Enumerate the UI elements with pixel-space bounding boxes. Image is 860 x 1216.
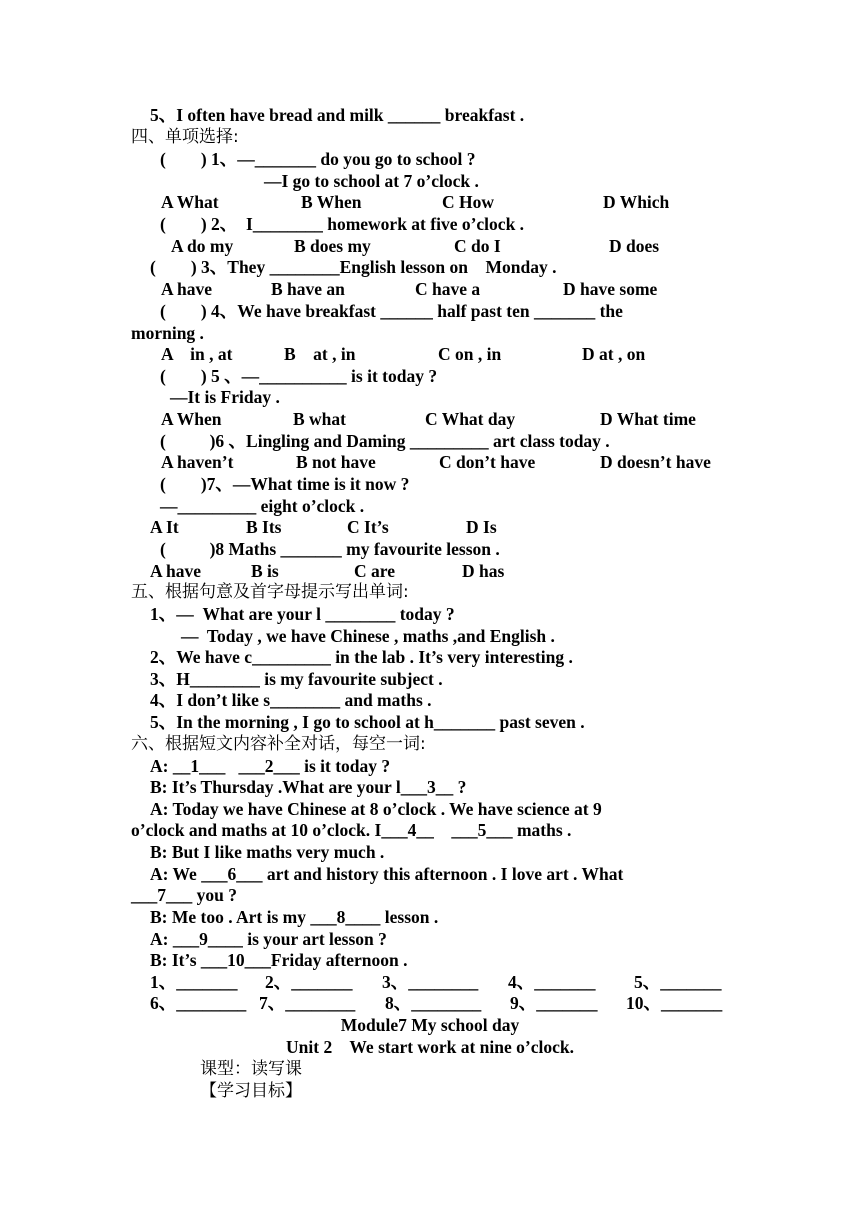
option-a: A What (161, 192, 219, 212)
option-c: C don’t have (439, 452, 536, 472)
option-b: B is (251, 561, 279, 581)
option-b: B what (293, 409, 346, 429)
question-line: ( ) 1、—_______ do you go to school ? (160, 149, 476, 169)
question-line: ( )6 、Lingling and Daming _________ art class today . (160, 431, 610, 451)
option-d: D does (609, 236, 660, 256)
exercise-line: — Today , we have Chinese , maths ,and English . (181, 626, 555, 646)
option-a: A have (150, 561, 202, 581)
option-c: C have a (415, 279, 481, 299)
option-d: D Which (603, 192, 670, 212)
option-b: B Its (246, 517, 282, 537)
option-a: A It (150, 517, 179, 537)
option-b: B have an (271, 279, 345, 299)
option-d: D What time (600, 409, 696, 429)
exercise-line: 1、— What are your l ________ today ? (150, 604, 455, 624)
answer-blank: 8、________ (385, 993, 482, 1013)
option-b: B When (301, 192, 362, 212)
exercise-line: 5、I often have bread and milk ______ breakfast . (150, 105, 525, 125)
question-line: ( )8 Maths _______ my favourite lesson . (160, 539, 500, 559)
answer-blank: 6、________ (150, 993, 247, 1013)
dialogue-line: B: Me too . Art is my ___8____ lesson . (150, 907, 439, 927)
answer-blank: 2、_______ (265, 972, 353, 992)
option-d: D doesn’t have (600, 452, 711, 472)
dialogue-line: A: ___9____ is your art lesson ? (150, 929, 387, 949)
option-c: C are (354, 561, 395, 581)
question-answer-line: —I go to school at 7 o’clock . (264, 171, 479, 191)
option-b: B not have (296, 452, 376, 472)
dialogue-line: B: It’s ___10___Friday afternoon . (150, 950, 408, 970)
exercise-line: 5、In the morning , I go to school at h_______ past seven . (150, 712, 585, 732)
section-heading: 四、单项选择: (131, 127, 239, 147)
section-heading: 五、根据句意及首字母提示写出单词: (131, 582, 409, 602)
dialogue-line: A: __1___ ___2___ is it today ? (150, 756, 391, 776)
question-line: ( ) 5 、—__________ is it today ? (160, 366, 438, 386)
answer-blank: 9、_______ (510, 993, 598, 1013)
option-d: D has (462, 561, 505, 581)
option-c: C It’s (347, 517, 389, 537)
option-a: A haven’t (161, 452, 234, 472)
option-b: B does my (294, 236, 371, 256)
exercise-line: 4、I don’t like s________ and maths . (150, 690, 432, 710)
learning-goals-heading: 【学习目标】 (200, 1081, 302, 1101)
section-heading: 六、根据短文内容补全对话，每空一词: (131, 734, 426, 754)
answer-blank: 1、_______ (150, 972, 238, 992)
answer-blank: 10、_______ (626, 993, 723, 1013)
module-title: Module7 My school day (340, 1015, 520, 1035)
option-d: D Is (466, 517, 497, 537)
option-c: C on , in (438, 344, 502, 364)
dialogue-line: B: It’s Thursday .What are your l___3__ ? (150, 777, 467, 797)
option-c: C do I (454, 236, 501, 256)
question-line: ( ) 3、They ________English lesson on Monday . (150, 257, 557, 277)
dialogue-line: ___7___ you ? (131, 885, 237, 905)
option-b: B at , in (284, 344, 356, 364)
answer-blank: 3、________ (382, 972, 479, 992)
option-a: A in , at (161, 344, 233, 364)
option-a: A do my (171, 236, 234, 256)
option-d: D at , on (582, 344, 646, 364)
exercise-line: 2、We have c_________ in the lab . It’s very interesting . (150, 647, 573, 667)
answer-blank: 4、_______ (508, 972, 596, 992)
answer-blank: 5、_______ (634, 972, 722, 992)
question-line: ( )7、—What time is it now ? (160, 474, 410, 494)
question-line: ( ) 2、 I________ homework at five o’clock . (160, 214, 525, 234)
dialogue-line: B: But I like maths very much . (150, 842, 385, 862)
option-c: C What day (425, 409, 516, 429)
dialogue-line: o’clock and maths at 10 o’clock. I___4__ ___5___ maths . (131, 820, 572, 840)
answer-blank: 7、________ (259, 993, 356, 1013)
option-c: C How (442, 192, 495, 212)
dialogue-line: A: Today we have Chinese at 8 o’clock . We have science at 9 (150, 799, 602, 819)
question-answer-line: —It is Friday . (170, 387, 280, 407)
option-a: A When (161, 409, 222, 429)
unit-title: Unit 2 We start work at nine o’clock. (286, 1037, 574, 1057)
lesson-type: 课型：读写课 (200, 1059, 302, 1079)
option-d: D have some (563, 279, 658, 299)
question-line-continued: morning . (131, 323, 204, 343)
option-a: A have (161, 279, 213, 299)
exercise-line: 3、H________ is my favourite subject . (150, 669, 443, 689)
dialogue-line: A: We ___6___ art and history this afternoon . I love art . What (150, 864, 624, 884)
question-line: ( ) 4、We have breakfast ______ half past ten _______ the (160, 301, 623, 321)
question-answer-line: —_________ eight o’clock . (160, 496, 365, 516)
